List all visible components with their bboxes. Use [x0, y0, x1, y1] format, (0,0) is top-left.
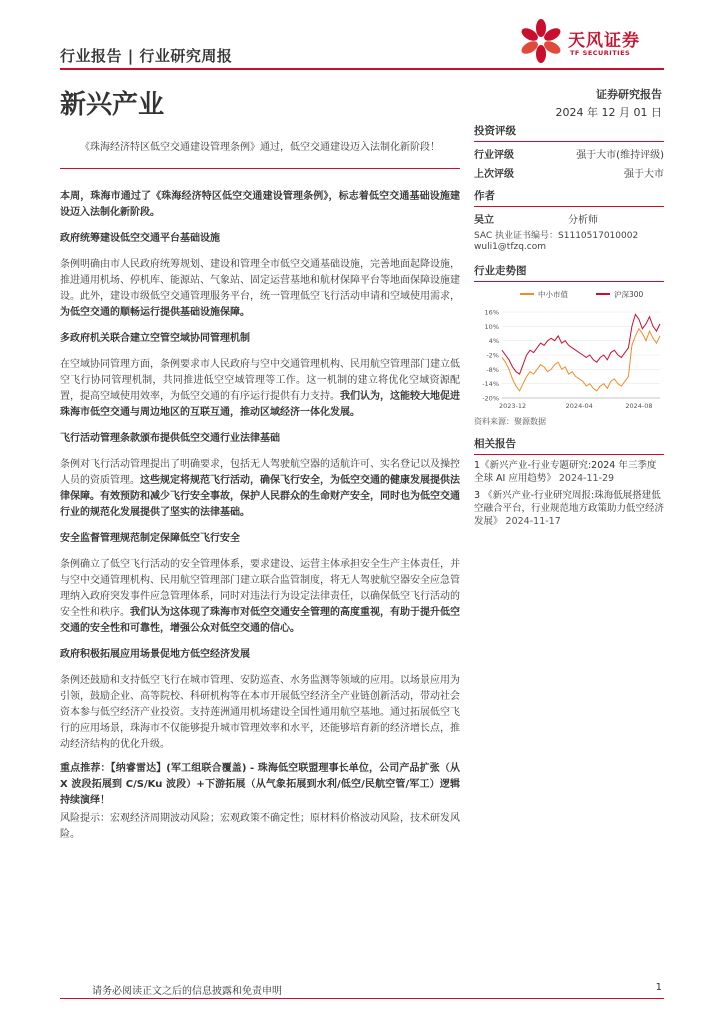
related-date: 2024-11-29 — [558, 473, 615, 484]
report-label: 证券研究报告 — [596, 88, 662, 101]
author-email[interactable]: wuli1@tfzq.com — [474, 242, 547, 252]
section-emphasis: 我们认为这体现了珠海市对低空交通安全管理的高度重视，有助于提升低空交通的安全性和可靠性，增强公众对低空交通的信心。 — [60, 607, 460, 634]
rating-row — [474, 165, 664, 180]
section-heading: 安全监督管理规范制定保障低空飞行安全 — [60, 533, 240, 544]
company-logo — [516, 16, 666, 66]
rating-value: 强于大市 — [624, 169, 664, 180]
legend-label: 中小市值 — [538, 290, 568, 299]
author-role: 分析师 — [568, 215, 598, 226]
related-item[interactable] — [474, 489, 664, 528]
y-tick-label: -2% — [486, 351, 499, 360]
page-number: 1 — [655, 982, 662, 993]
section-heading: 政府积极拓展应用场景促地方低空经济发展 — [60, 649, 250, 660]
series-line — [502, 329, 660, 391]
related-heading: 相关报告 — [474, 438, 516, 450]
footer-rule — [60, 998, 664, 999]
section-paragraph — [60, 457, 460, 521]
rating-row — [474, 146, 664, 161]
logo-text-en: TF SECURITIES — [570, 49, 631, 57]
rating-rule — [474, 141, 664, 142]
section-emphasis: 为低空交通的顺畅运行提供基础设施保障。 — [60, 307, 250, 318]
author-block — [474, 188, 664, 252]
x-tick-label: 2024-04 — [565, 402, 593, 410]
section-emphasis: 这些规定将规范飞行活动，确保飞行安全，为低空交通的健康发展提供法律保障。有效预防和减少飞行安全事故，保护人民群众的生命财产安全，同时也为低空交通行业的规范化发展提供了坚实的法律基础。 — [60, 475, 460, 518]
section-text: 条例确立了低空飞行活动的安全管理体系，要求建设、运营主体承担安全生产主体责任，并与空中交通管理机构、民用航空管理部门建立联合监管制度，将无人驾驶航空器安全应急管理纳入政府突发事件应急管理体系，同时对违法行为设定法律责任，以确保低空飞行活动的安全性和秩序。 — [60, 559, 460, 618]
rating-value: 强于大市(维持评级) — [576, 150, 664, 161]
legend-label: 沪深300 — [614, 290, 644, 299]
author-heading: 作者 — [474, 190, 495, 202]
section-paragraph — [60, 257, 460, 321]
trend-chart — [474, 282, 664, 410]
intro-paragraph: 本周，珠海市通过了《珠海经济特区低空交通建设管理条例》，标志着低空交通基础设施建设迈入法制化新阶段。 — [60, 191, 460, 218]
related-block — [474, 436, 664, 528]
report-subtitle: 《珠海经济特区低空交通建设管理条例》通过，低空交通建设迈入法制化新阶段！ — [80, 142, 440, 153]
page-title: 新兴产业 — [60, 90, 165, 120]
section-text: 条例明确由市人民政府统筹规划、建设和管理全市低空交通基础设施，完善地面起降设施，推进通用机场、停机库、能源站、气象站、固定运营基地和航材保障平台等地面保障设施建设。此外，建设市级低空交通管理服务平台，统一管理低空飞行活动申请和空域使用需求， — [60, 259, 460, 302]
x-tick-label: 2024-08 — [625, 402, 653, 410]
report-date: 2024 年 12 月 01 日 — [555, 106, 662, 119]
recommendation: 重点推荐：【纳睿雷达】(军工组联合覆盖) - 珠海低空联盟理事长单位，公司产品扩张（从 X 波段拓展到 C/S/Ku 波段）+下游拓展（从气象拓展到水利/低空/民航空管/军工）逻辑持续演绎！ — [60, 763, 460, 806]
y-tick-label: -8% — [486, 365, 499, 374]
rating-key: 上次评级 — [474, 169, 514, 180]
y-tick-label: -14% — [482, 380, 499, 389]
section-text: 在空域协同管理方面，条例要求市人民政府与空中交通管理机构、民用航空管理部门建立低空飞行协同管理机制，共同推进低空空域管理等工作。这一机制的建立将优化空域资源配置，提高空域使用效率，为低空交通的有序运行提供有力支持。 — [60, 359, 460, 402]
y-tick-label: 4% — [488, 337, 499, 346]
author-sac: SAC 执业证书编号：S1110517010002 — [474, 231, 639, 241]
author-name: 吴立 — [474, 215, 494, 226]
risk-note: 风险提示：宏观经济周期波动风险；宏观政策不确定性；原材料价格波动风险，技术研发风险。 — [60, 813, 460, 840]
x-tick-label: 2023-12 — [498, 402, 527, 410]
section-text: 条例对飞行活动管理提出了明确要求，包括无人驾驶航空器的适航许可、实名登记以及操控人员的资质管理。 — [60, 459, 460, 486]
report-type: 行业报告 | 行业研究周报 — [60, 47, 233, 65]
y-tick-label: 10% — [484, 322, 499, 331]
trend-heading: 行业走势图 — [474, 265, 527, 277]
section-heading: 飞行活动管理条款颁布提供低空交通行业法律基础 — [60, 433, 280, 444]
rating-key: 行业评级 — [474, 150, 514, 161]
y-tick-label: 16% — [484, 308, 499, 317]
section-heading: 多政府机关联合建立空管空域协同管理机制 — [60, 333, 250, 344]
logo-flower-icon — [516, 16, 566, 66]
related-title[interactable]: 1《新兴产业-行业专题研究:2024 年三季度全球 AI 应用趋势》 — [474, 460, 657, 484]
trend-block — [474, 263, 664, 427]
author-row — [474, 211, 664, 226]
author-rule — [474, 206, 664, 207]
related-title[interactable]: 3 《新兴产业-行业研究周报:珠海低展搭建低空融合平台，行业规范地方政策助力低空经济发展》 — [474, 490, 665, 527]
related-rule — [474, 454, 664, 455]
section-emphasis: 我们认为，这能较大地促进珠海市低空交通与周边地区的互联互通，推动区域经济一体化发展。 — [60, 391, 460, 418]
series-line — [502, 314, 660, 374]
chart-source: 资料来源：聚源数据 — [474, 417, 546, 426]
y-tick-label: -20% — [482, 394, 499, 403]
rating-heading: 投资评级 — [474, 125, 516, 137]
section-paragraph — [60, 357, 460, 421]
section-paragraph — [60, 557, 460, 637]
section-heading: 政府统筹建设低空交通平台基础设施 — [60, 233, 220, 244]
related-item[interactable] — [474, 459, 664, 485]
subtitle-rule — [60, 168, 460, 169]
header-rule — [60, 68, 664, 70]
rating-block — [474, 123, 664, 180]
trend-chart-svg — [474, 282, 664, 412]
section-paragraph: 条例还鼓励和支持低空飞行在城市管理、安防巡查、水务监测等领域的应用。以场景应用为引领，鼓励企业、高等院校、科研机构等在本市开展低空经济全产业链创新活动，带动社会资本参与低空经济产业投资。支持莲洲通用机场建设全国性通用航空基地。通过拓展低空飞行的应用场景，珠海市不仅能够提升城市管理效率和水平，还能够培育新的经济增长点，推动经济结构的优化升级。 — [60, 675, 460, 750]
footer-disclaimer: 请务必阅读正文之后的信息披露和免责申明 — [92, 986, 282, 997]
main-body — [60, 189, 460, 843]
logo-text-cn: 天风证券 — [568, 31, 640, 51]
related-date: 2024-11-17 — [505, 516, 561, 527]
